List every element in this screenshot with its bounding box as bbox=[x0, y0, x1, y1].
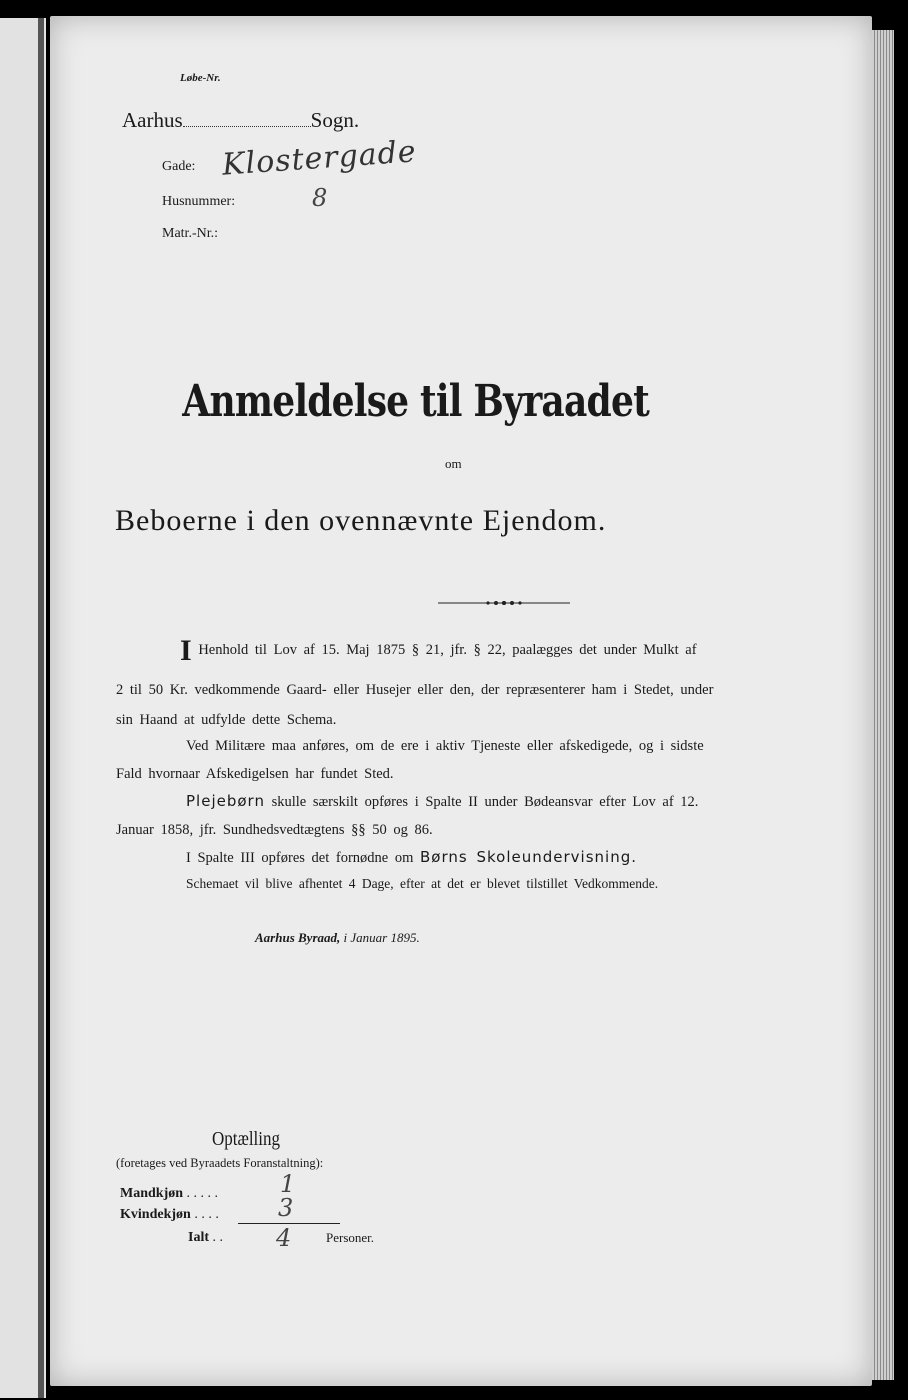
paragraph-4 bbox=[186, 848, 637, 867]
mandkjon-row: Mandkjøn . . . . . bbox=[120, 1186, 219, 1201]
paragraph-5: Schemaet vil blive afhentet 4 Dage, efter at det er blevet tilstillet Vedkommende. bbox=[186, 876, 659, 891]
mandkjon-label: Mandkjøn bbox=[120, 1186, 184, 1201]
kvindekjon-value: 3 bbox=[278, 1194, 294, 1222]
husnummer-label: Husnummer: bbox=[162, 194, 236, 209]
paragraph-3-line-1 bbox=[186, 792, 698, 811]
paragraph-1-line-2: 2 til 50 Kr. vedkommende Gaard- eller Husejer eller den, der repræsenterer ham i Stedet, under bbox=[116, 682, 714, 698]
personer-label: Personer. bbox=[326, 1230, 375, 1245]
skoleundervisning-emphasis: Børns Skoleundervisning. bbox=[420, 848, 637, 866]
paragraph-3-line-1-text: skulle særskilt opføres i Spalte II under Bødeansvar efter Lov af 12. bbox=[271, 794, 699, 810]
document-page bbox=[50, 16, 872, 1386]
paragraph-1-line-1-text: Henhold til Lov af 15. Maj 1875 § 21, jfr. § 22, paalægges det under Mulkt af bbox=[198, 642, 697, 658]
gade-label: Gade: bbox=[162, 159, 196, 174]
paragraph-2-line-1: Ved Militære maa anføres, om de ere i aktiv Tjeneste eller afskedigede, og i sidste bbox=[186, 738, 704, 754]
signature-date: i Januar 1895. bbox=[343, 930, 420, 945]
city-label: Aarhus bbox=[122, 108, 183, 132]
drop-cap: I bbox=[180, 634, 192, 667]
count-note: (foretages ved Byraadets Foranstaltning): bbox=[116, 1156, 324, 1170]
title-connector: om bbox=[445, 456, 462, 471]
sogn-label: Sogn. bbox=[310, 108, 360, 132]
paragraph-3-line-2: Januar 1858, jfr. Sundhedsvedtægtens §§ 50 og 86. bbox=[116, 822, 433, 838]
plejeborn-emphasis: Plejebørn bbox=[186, 792, 265, 810]
count-heading: Optælling bbox=[212, 1128, 281, 1150]
ialt-value: 4 bbox=[276, 1224, 292, 1252]
document-subtitle: Beboerne i den ovennævnte Ejendom. bbox=[115, 504, 607, 537]
matr-label: Matr.-Nr.: bbox=[162, 226, 218, 241]
signature-line bbox=[255, 930, 420, 946]
parish-line bbox=[122, 108, 359, 133]
ornament-divider bbox=[438, 601, 570, 605]
ialt-row: Ialt . . bbox=[188, 1230, 223, 1245]
page-stack-edge bbox=[872, 30, 894, 1380]
paragraph-2-line-2: Fald hvornaar Afskedigelsen har fundet Sted. bbox=[116, 766, 394, 782]
paragraph-4-text: I Spalte III opføres det fornødne om bbox=[186, 850, 414, 866]
parish-dotted-line bbox=[183, 126, 311, 127]
mandkjon-value: 1 bbox=[280, 1170, 296, 1198]
husnummer-value: 8 bbox=[312, 184, 328, 212]
gade-value: Klostergade bbox=[221, 134, 418, 183]
lobe-nr-label: Løbe-Nr. bbox=[180, 72, 221, 84]
document-title: Anmeldelse til Byraadet bbox=[182, 376, 649, 427]
paragraph-1-line-3: sin Haand at udfylde dette Schema. bbox=[116, 712, 337, 728]
kvindekjon-row: Kvindekjøn . . . . bbox=[120, 1207, 219, 1222]
signature-authority: Aarhus Byraad, bbox=[255, 930, 341, 945]
kvindekjon-label: Kvindekjøn bbox=[120, 1207, 191, 1222]
book-gutter bbox=[38, 18, 44, 1398]
paragraph-1-line-1 bbox=[180, 634, 697, 668]
ialt-label: Ialt bbox=[188, 1230, 209, 1245]
